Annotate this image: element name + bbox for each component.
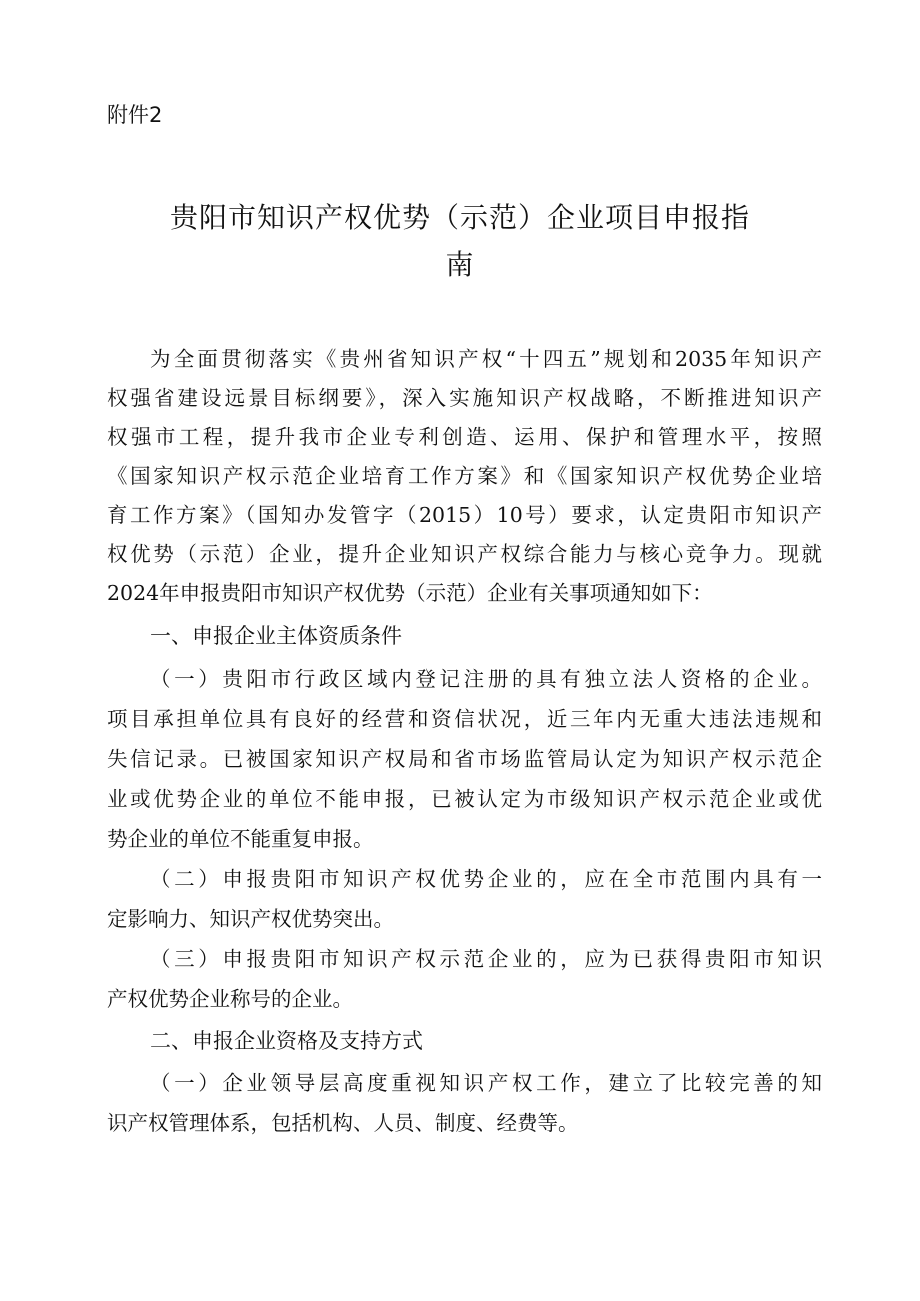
attachment-label: 附件2 (107, 103, 163, 127)
section1-item1-line: 业或优势企业的单位不能申报，已被认定为市级知识产权示范企业或优 (107, 787, 822, 811)
section-heading-1: 一、申报企业主体资质条件 (150, 624, 402, 648)
section1-item1-line: （一）贵阳市行政区域内登记注册的具有独立法人资格的企业。 (150, 667, 822, 691)
intro-line: 权优势（示范）企业，提升企业知识产权综合能力与核心竞争力。现就 (107, 542, 822, 566)
intro-line: 2024年申报贵阳市知识产权优势（示范）企业有关事项通知如下： (107, 581, 713, 605)
section-heading-2: 二、申报企业资格及支持方式 (150, 1029, 423, 1053)
intro-line: 《国家知识产权示范企业培育工作方案》和《国家知识产权优势企业培 (107, 464, 822, 488)
intro-line: 为全面贯彻落实《贵州省知识产权“十四五”规划和2035年知识产 (150, 347, 822, 371)
section1-item1-line: 项目承担单位具有良好的经营和资信状况，近三年内无重大违法违规和 (107, 707, 822, 731)
section1-item2-line: 定影响力、知识产权优势突出。 (107, 907, 394, 931)
intro-line: 育工作方案》（国知办发管字（2015）10号）要求，认定贵阳市知识产 (107, 503, 822, 527)
section2-item1-line: （一）企业领导层高度重视知识产权工作，建立了比较完善的知 (150, 1071, 822, 1095)
section1-item1-line: 势企业的单位不能重复申报。 (107, 827, 374, 851)
section1-item1-line: 失信记录。已被国家知识产权局和省市场监管局认定为知识产权示范企 (107, 747, 822, 771)
document-title-line-2: 南 (445, 248, 475, 281)
intro-line: 权强市工程，提升我市企业专利创造、运用、保护和管理水平，按照 (107, 425, 822, 449)
section1-item3-line: 产权优势企业称号的企业。 (107, 987, 353, 1011)
document-title-line-1: 贵阳市知识产权优势（示范）企业项目申报指 (169, 201, 750, 234)
section1-item2-line: （二）申报贵阳市知识产权优势企业的，应在全市范围内具有一 (150, 867, 822, 891)
intro-line: 权强省建设远景目标纲要》，深入实施知识产权战略，不断推进知识产 (107, 386, 822, 410)
section1-item3-line: （三）申报贵阳市知识产权示范企业的，应为已获得贵阳市知识 (150, 947, 822, 971)
section2-item1-line: 识产权管理体系，包括机构、人员、制度、经费等。 (107, 1111, 579, 1135)
